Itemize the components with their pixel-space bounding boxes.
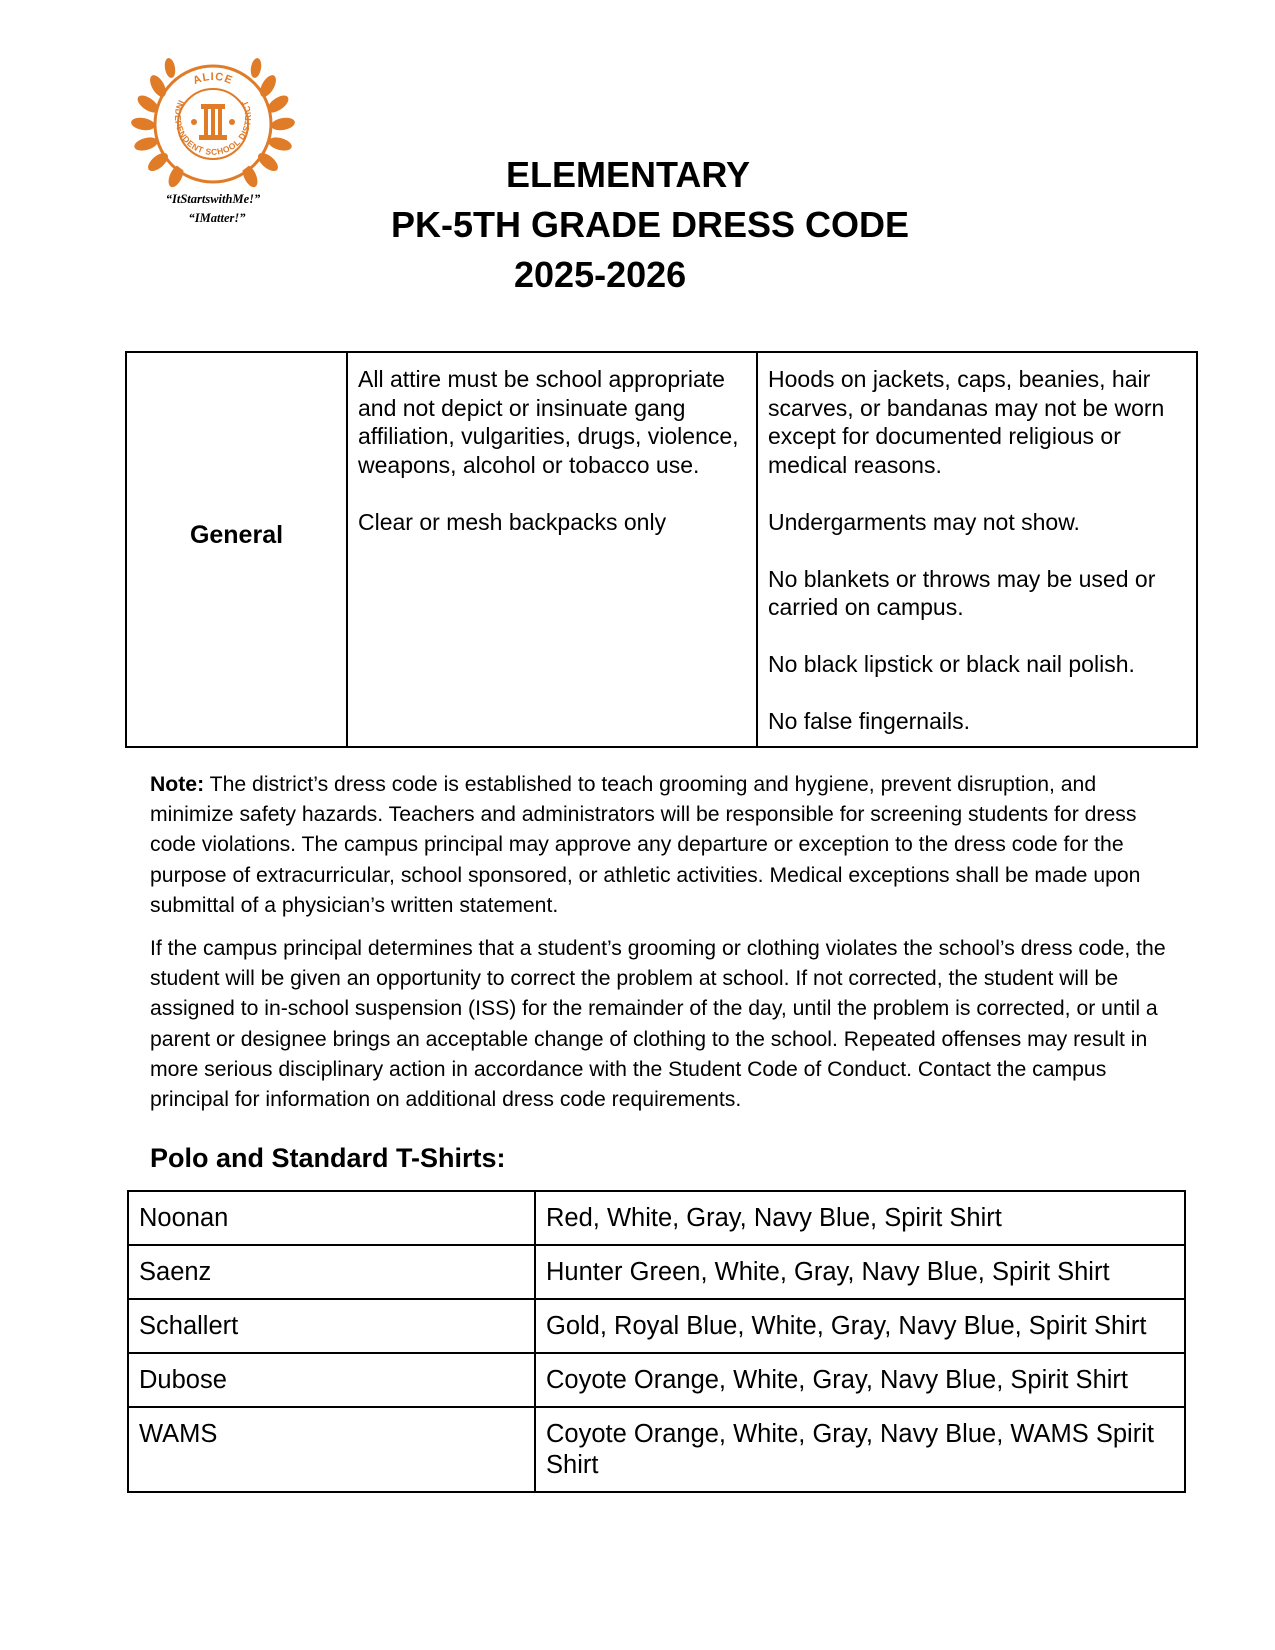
rule-appropriate-attire: All attire must be school appropriate and not depict or insinuate gang affiliation, vulgarities, drugs, violence, weapons, alcohol or tobacco use. — [358, 366, 739, 478]
general-rules-col-2 — [757, 352, 1197, 747]
general-label: General — [126, 352, 347, 747]
title-line-1: ELEMENTARY — [506, 154, 751, 195]
title-line-3: 2025-2026 — [514, 254, 687, 295]
laurel-seal-icon — [128, 38, 298, 198]
school-colors: Coyote Orange, White, Gray, Navy Blue, Spirit Shirt — [535, 1353, 1185, 1407]
rule-blankets: No blankets or throws may be used or carried on campus. — [768, 565, 1156, 620]
table-row — [128, 1407, 1185, 1492]
table-row — [128, 1353, 1185, 1407]
school-name: Dubose — [128, 1353, 535, 1407]
motto-1: “ItStartswithMe!” — [165, 192, 261, 206]
rule-lipstick-nails: No black lipstick or black nail polish. — [768, 651, 1135, 677]
general-rules-col-1 — [347, 352, 757, 747]
district-mottos — [128, 190, 298, 228]
violation-paragraph: If the campus principal determines that a student’s grooming or clothing violates the school’s dress code, the student will be given an opportunity to correct the problem at school. If not corrected, the student will be assigned to in-school suspension (ISS) for the remainder of the day, until the problem is corrected, or until a parent or designee brings an acceptable change of clothing to the school. Repeated offenses may result in more serious disciplinary action in accordance with the Student Code of Conduct. Contact the campus principal for information on additional dress code requirements. — [150, 937, 1166, 1112]
rule-backpacks: Clear or mesh backpacks only — [358, 508, 667, 535]
school-name: Noonan — [128, 1191, 535, 1245]
school-colors-table — [127, 1190, 1186, 1493]
school-colors: Red, White, Gray, Navy Blue, Spirit Shirt — [535, 1191, 1185, 1245]
school-name: WAMS — [128, 1407, 535, 1492]
school-colors: Gold, Royal Blue, White, Gray, Navy Blue, Spirit Shirt — [535, 1299, 1185, 1353]
rule-headwear: Hoods on jackets, caps, beanies, hair scarves, or bandanas may not be worn except for documented religious or medical reasons. — [768, 366, 1165, 478]
note-label: Note: — [150, 773, 205, 796]
school-name: Saenz — [128, 1245, 535, 1299]
note-paragraph — [150, 770, 1180, 921]
notes-section — [150, 770, 1180, 1115]
school-name: Schallert — [128, 1299, 535, 1353]
table-row — [128, 1299, 1185, 1353]
general-dress-code-table — [125, 351, 1198, 748]
svg-text:INDEPENDENT SCHOOL DISTRICT: INDEPENDENT SCHOOL DISTRICT — [172, 98, 254, 157]
svg-text:ALICE: ALICE — [191, 70, 235, 88]
note-text: The district’s dress code is established to teach grooming and hygiene, prevent disruption, and minimize safety hazards. Teachers and administrators will be responsible for screening students for dress code violations. The campus principal may approve any departure or exception to the dress code for the purpose of extracurricular, school sponsored, or athletic activities. Medical exceptions shall be made upon submittal of a physician’s written statement. — [150, 773, 1141, 917]
motto-2: “IMatter!” — [188, 211, 246, 225]
table-row — [128, 1191, 1185, 1245]
table-row — [128, 1245, 1185, 1299]
school-colors: Coyote Orange, White, Gray, Navy Blue, WAMS Spirit Shirt — [535, 1407, 1185, 1492]
rule-fingernails: No false fingernails. — [768, 708, 970, 734]
school-colors: Hunter Green, White, Gray, Navy Blue, Spirit Shirt — [535, 1245, 1185, 1299]
polo-heading: Polo and Standard T-Shirts: — [150, 1143, 506, 1173]
rule-undergarments: Undergarments may not show. — [768, 508, 1080, 535]
title-line-2: PK-5TH GRADE DRESS CODE — [391, 204, 910, 245]
